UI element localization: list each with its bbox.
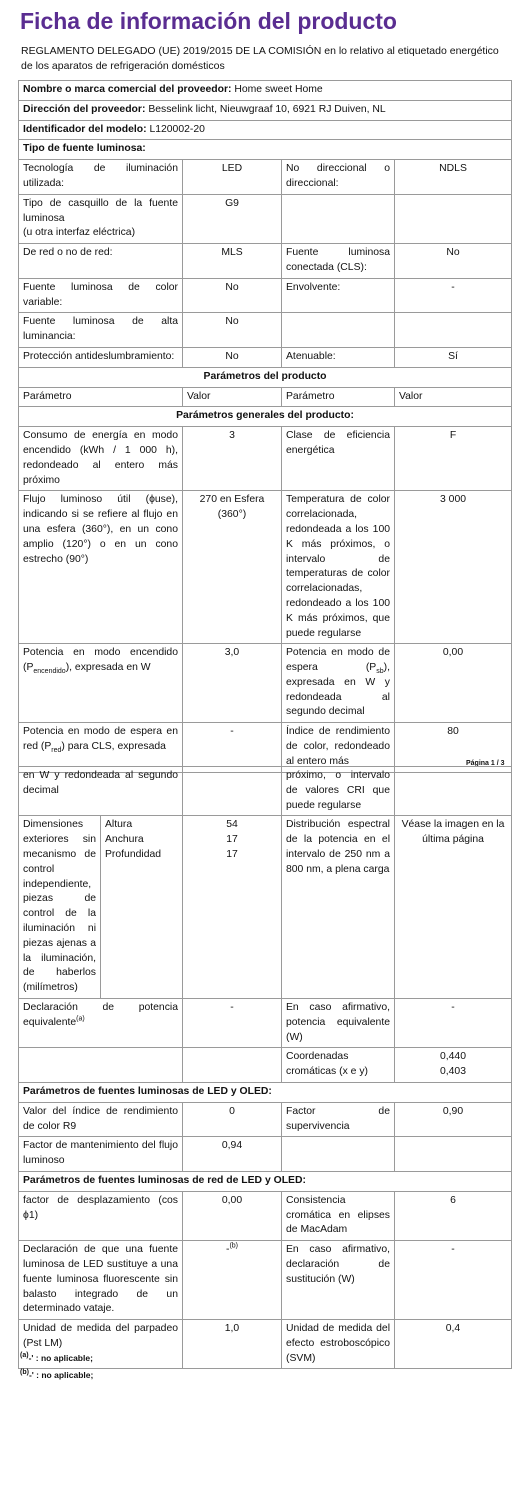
footnote-a-text: -' : no aplicable; — [28, 1353, 93, 1363]
standby-value: 0,00 — [395, 644, 512, 723]
on-mode-label: Potencia en modo encendido (P — [23, 647, 178, 674]
value-header-2: Valor — [395, 387, 512, 407]
equivalent-power-w-label: En caso afirmativo, potencia equivalente (W) — [282, 998, 395, 1047]
standby-label-end: ), expresada en W y redondeada al segundo decimal — [286, 662, 390, 718]
footnote-a — [20, 1350, 93, 1367]
footnote-b-mark: (b) — [20, 1369, 29, 1377]
cap-label: Tipo de casquillo de la fuente luminosa — [23, 197, 178, 224]
cap-label-extra: (u otra interfaz eléctrica) — [23, 227, 136, 239]
energy-row — [19, 427, 512, 491]
param-header-2: Parámetro — [282, 387, 395, 407]
cos-phi-row — [19, 1191, 512, 1240]
net-standby-label-sub: red — [51, 747, 62, 755]
color-tunable-value: No — [183, 278, 282, 313]
glare-label: Protección antideslumbramiento: — [19, 347, 183, 367]
stroboscopic-value: 0,4 — [395, 1320, 512, 1369]
technology-label: Tecnología de iluminación utilizada: — [19, 160, 183, 195]
dimensions-row — [19, 816, 512, 999]
r9-value: 0 — [183, 1102, 282, 1137]
envelope-value: - — [395, 278, 512, 313]
continued-row — [19, 767, 512, 816]
cri-label: Índice de rendimiento de color, redondeado al entero más — [282, 723, 395, 772]
net-standby-value: - — [183, 723, 282, 772]
glare-value: No — [183, 347, 282, 367]
model-value: L120002-20 — [149, 123, 205, 135]
equivalent-power-value: - — [183, 998, 282, 1047]
dimmable-label: Atenuable: — [282, 347, 395, 367]
address-row — [19, 100, 512, 120]
lumen-maintenance-value: 0,94 — [183, 1137, 282, 1172]
net-standby-label-end: ) para CLS, expresada — [61, 741, 166, 753]
mains-row — [19, 244, 512, 279]
networked-standby-row — [19, 723, 512, 772]
macadam-label: Consistencia cromática en elipses de MacAdam — [282, 1191, 395, 1240]
supplier-label: Nombre o marca comercial del proveedor: — [23, 84, 232, 95]
value-header-1: Valor — [183, 387, 282, 407]
cri-label-continued: próximo, o intervalo de valores CRI que puede regularse — [282, 767, 395, 816]
address-label: Dirección del proveedor: — [23, 103, 146, 115]
net-standby-label: Potencia en modo de espera en red (P — [23, 726, 178, 753]
lumen-maintenance-row — [19, 1137, 512, 1172]
param-header-1: Parámetro — [19, 387, 183, 407]
info-table-page-2 — [18, 766, 512, 1369]
equivalent-power-w-value: - — [395, 998, 512, 1047]
stroboscopic-label: Unidad de medida del efecto estroboscópico (SVM) — [282, 1320, 395, 1369]
cap-value: G9 — [183, 194, 282, 243]
cct-value: 3 000 — [395, 491, 512, 644]
high-luminance-row — [19, 313, 512, 348]
flicker-label: Unidad de medida del parpadeo (Pst LM) — [19, 1320, 183, 1369]
replacement-row — [19, 1241, 512, 1320]
height-value: 54 — [226, 819, 238, 831]
energy-label: Consumo de energía en modo encendido (kWh / 1 000 h), redondeado al entero más próximo — [19, 427, 183, 491]
supplier-value: Home sweet Home — [234, 84, 323, 95]
technology-row — [19, 160, 512, 195]
light-source-type-heading: Tipo de fuente luminosa: — [23, 143, 146, 155]
color-tunable-label: Fuente luminosa de color variable: — [19, 278, 183, 313]
technology-value: LED — [183, 160, 282, 195]
width-label: Anchura — [105, 834, 144, 846]
depth-value: 17 — [226, 848, 238, 860]
high-luminance-value: No — [183, 313, 282, 348]
r9-label: Valor del índice de rendimiento de color R9 — [19, 1102, 183, 1137]
net-standby-label-continued: en W y redondeada al segundo decimal — [19, 767, 183, 816]
mains-led-params-heading: Parámetros de fuentes luminosas de red de LED y OLED: — [23, 1174, 306, 1186]
led-params-heading: Parámetros de fuentes luminosas de LED y OLED: — [23, 1085, 272, 1097]
on-mode-label-end: ), expresada en W — [65, 662, 151, 674]
supplier-row — [19, 81, 512, 101]
macadam-value: 6 — [395, 1191, 512, 1240]
energy-value: 3 — [183, 427, 282, 491]
cap-row — [19, 194, 512, 243]
directional-label: No direccional o direccional: — [282, 160, 395, 195]
directional-value: NDLS — [395, 160, 512, 195]
spectral-label: Distribución espectral de la potencia en el intervalo de 250 nm a 800 nm, a plena carga — [282, 816, 395, 999]
info-table-page-1 — [18, 80, 512, 773]
survival-label: Factor de supervivencia — [282, 1102, 395, 1137]
on-mode-power-row — [19, 644, 512, 723]
equivalent-power-label: Declaración de potencia equivalente — [23, 1001, 178, 1028]
cos-phi-value: 0,00 — [183, 1191, 282, 1240]
replacement-value: - — [225, 1244, 230, 1256]
flux-label: Flujo luminoso útil (ϕuse), indicando si se refiere al flujo en una esfera (360°), en un cono amplio (120°) o en un cono estrecho (90°) — [19, 491, 183, 644]
page-title: Ficha de información del producto — [20, 8, 397, 34]
cls-label: Fuente luminosa conectada (CLS): — [282, 244, 395, 279]
dimmable-value: Sí — [395, 347, 512, 367]
cos-phi-label: factor de desplazamiento (cos ϕ1) — [19, 1191, 183, 1240]
model-label: Identificador del modelo: — [23, 123, 147, 135]
replacement-w-label: En caso afirmativo, declaración de sustitución (W) — [282, 1241, 395, 1320]
model-row — [19, 120, 512, 140]
width-value: 17 — [226, 834, 238, 846]
on-mode-label-sub: encendido — [33, 668, 66, 676]
footnotes — [20, 1350, 93, 1384]
chromaticity-y: 0,403 — [439, 1066, 466, 1078]
efficiency-class-label: Clase de eficiencia energética — [282, 427, 395, 491]
chromaticity-row — [19, 1048, 512, 1083]
on-mode-value: 3,0 — [183, 644, 282, 723]
replacement-w-value: - — [395, 1241, 512, 1320]
height-label: Altura — [105, 819, 133, 831]
r9-row — [19, 1102, 512, 1137]
mains-label: De red o no de red: — [19, 244, 183, 279]
flicker-value: 1,0 — [183, 1320, 282, 1369]
replacement-label: Declaración de que una fuente luminosa de LED sustituye a una fuente luminosa fluorescente sin balasto integrado de un determinado vataje. — [19, 1241, 183, 1320]
standby-label-sub: sb — [376, 668, 384, 676]
cls-value: No — [395, 244, 512, 279]
replacement-note: (b) — [229, 1242, 239, 1250]
glare-row — [19, 347, 512, 367]
param-header-row — [19, 387, 512, 407]
equivalent-power-row — [19, 998, 512, 1047]
spectral-value: Véase la imagen en la última página — [395, 816, 512, 999]
light-source-type-row — [19, 140, 512, 160]
flux-value: 270 en Esfera (360°) — [183, 491, 282, 644]
dimensions-label: Dimensiones exteriores sin mecanismo de control independiente, piezas de control de la iluminación ni piezas ajenas a la iluminación, de haberlos (milímetros) — [19, 816, 101, 999]
standby-label: Potencia en modo de espera (P — [286, 647, 390, 674]
regulation-text: REGLAMENTO DELEGADO (UE) 2019/2015 DE LA COMISIÓN en lo relativo al etiquetado energético de los aparatos de refrigeración domésticos — [21, 45, 499, 72]
high-luminance-label: Fuente luminosa de alta luminancia: — [19, 313, 183, 348]
lumen-maintenance-label: Factor de mantenimiento del flujo luminoso — [19, 1137, 183, 1172]
cri-value: 80 — [395, 723, 512, 772]
flux-row — [19, 491, 512, 644]
chromaticity-x: 0,440 — [439, 1051, 466, 1063]
general-params-heading: Parámetros generales del producto: — [176, 410, 354, 422]
product-params-heading: Parámetros del producto — [203, 370, 327, 382]
product-params-heading-row — [19, 367, 512, 387]
footnote-a-mark: (a) — [20, 1352, 29, 1360]
depth-label: Profundidad — [105, 848, 162, 860]
footnote-b-text: -' : no aplicable; — [28, 1370, 94, 1380]
efficiency-class-value: F — [395, 427, 512, 491]
equivalent-power-note: (a) — [76, 1015, 85, 1023]
color-tunable-row — [19, 278, 512, 313]
envelope-label: Envolvente: — [282, 278, 395, 313]
survival-value: 0,90 — [395, 1102, 512, 1137]
page-number: Página 1 / 3 — [466, 760, 505, 767]
chromaticity-label: Coordenadas cromáticas (x e y) — [282, 1048, 395, 1083]
led-params-heading-row — [19, 1082, 512, 1102]
footnote-b — [20, 1367, 93, 1384]
general-params-heading-row — [19, 407, 512, 427]
address-value: Besselink licht, Nieuwgraaf 10, 6921 RJ Duiven, NL — [148, 103, 386, 115]
cct-label: Temperatura de color correlacionada, redondeada a los 100 K más próximos, o intervalo de temperaturas de color correlacionadas, redondeado a los 100 K más próximos, que puede regularse — [282, 491, 395, 644]
mains-value: MLS — [183, 244, 282, 279]
mains-led-heading-row — [19, 1171, 512, 1191]
